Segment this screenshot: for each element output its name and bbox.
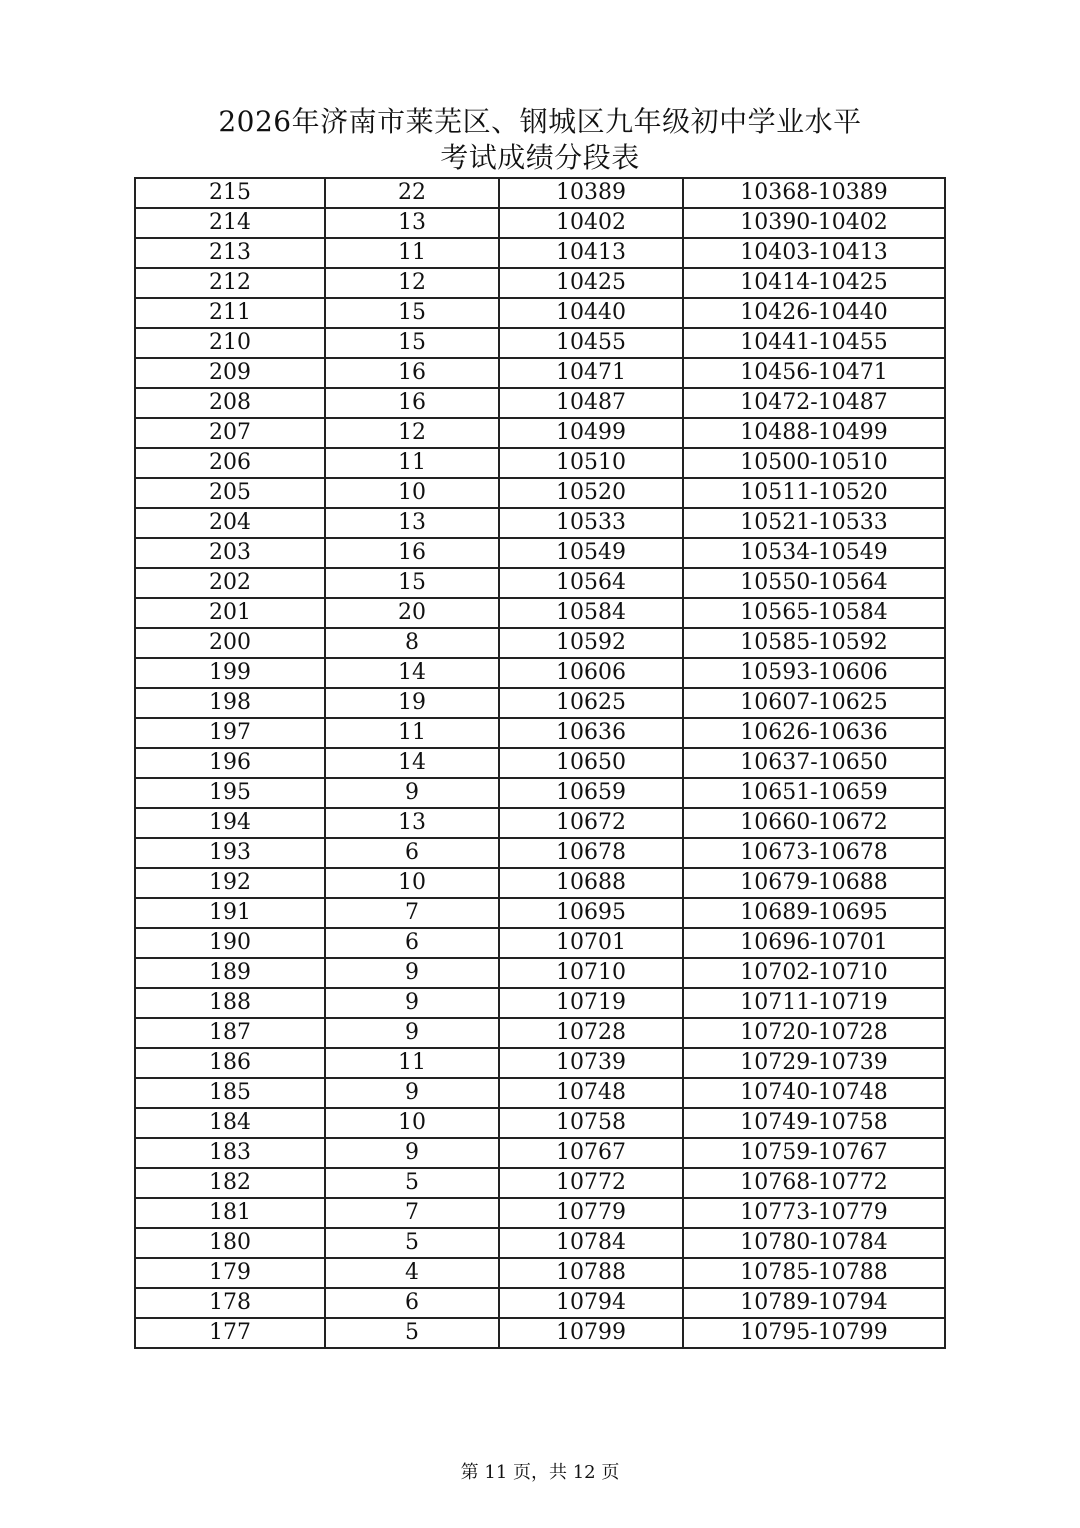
count-cell: 9 xyxy=(325,1138,499,1168)
score-cell: 208 xyxy=(135,388,325,418)
cumulative-cell: 10425 xyxy=(499,268,683,298)
count-cell: 15 xyxy=(325,328,499,358)
count-cell: 20 xyxy=(325,598,499,628)
score-cell: 202 xyxy=(135,568,325,598)
score-cell: 194 xyxy=(135,808,325,838)
cumulative-cell: 10710 xyxy=(499,958,683,988)
count-cell: 5 xyxy=(325,1168,499,1198)
rank-range-cell: 10689-10695 xyxy=(683,898,945,928)
rank-range-cell: 10759-10767 xyxy=(683,1138,945,1168)
table-row xyxy=(135,418,945,448)
score-cell: 191 xyxy=(135,898,325,928)
cumulative-cell: 10402 xyxy=(499,208,683,238)
score-cell: 214 xyxy=(135,208,325,238)
table-row xyxy=(135,268,945,298)
count-cell: 13 xyxy=(325,508,499,538)
count-cell: 10 xyxy=(325,868,499,898)
score-cell: 193 xyxy=(135,838,325,868)
score-cell: 184 xyxy=(135,1108,325,1138)
score-cell: 210 xyxy=(135,328,325,358)
cumulative-cell: 10499 xyxy=(499,418,683,448)
score-cell: 178 xyxy=(135,1288,325,1318)
score-cell: 209 xyxy=(135,358,325,388)
cumulative-cell: 10549 xyxy=(499,538,683,568)
table-row xyxy=(135,838,945,868)
score-cell: 185 xyxy=(135,1078,325,1108)
cumulative-cell: 10625 xyxy=(499,688,683,718)
title-line-1: 2026年济南市莱芜区、钢城区九年级初中学业水平 xyxy=(218,105,862,138)
table-row xyxy=(135,358,945,388)
cumulative-cell: 10533 xyxy=(499,508,683,538)
count-cell: 12 xyxy=(325,268,499,298)
score-cell: 190 xyxy=(135,928,325,958)
cumulative-cell: 10487 xyxy=(499,388,683,418)
count-cell: 9 xyxy=(325,1018,499,1048)
table-row xyxy=(135,598,945,628)
count-cell: 10 xyxy=(325,478,499,508)
cumulative-cell: 10636 xyxy=(499,718,683,748)
count-cell: 22 xyxy=(325,178,499,208)
rank-range-cell: 10696-10701 xyxy=(683,928,945,958)
count-cell: 11 xyxy=(325,238,499,268)
cumulative-cell: 10688 xyxy=(499,868,683,898)
score-cell: 198 xyxy=(135,688,325,718)
rank-range-cell: 10368-10389 xyxy=(683,178,945,208)
table-row xyxy=(135,778,945,808)
count-cell: 14 xyxy=(325,748,499,778)
count-cell: 11 xyxy=(325,448,499,478)
rank-range-cell: 10780-10784 xyxy=(683,1228,945,1258)
cumulative-cell: 10455 xyxy=(499,328,683,358)
score-cell: 179 xyxy=(135,1258,325,1288)
score-cell: 182 xyxy=(135,1168,325,1198)
count-cell: 4 xyxy=(325,1258,499,1288)
count-cell: 16 xyxy=(325,388,499,418)
cumulative-cell: 10701 xyxy=(499,928,683,958)
count-cell: 6 xyxy=(325,1288,499,1318)
table-row xyxy=(135,868,945,898)
cumulative-cell: 10739 xyxy=(499,1048,683,1078)
cumulative-cell: 10799 xyxy=(499,1318,683,1348)
table-row xyxy=(135,388,945,418)
score-cell: 200 xyxy=(135,628,325,658)
rank-range-cell: 10472-10487 xyxy=(683,388,945,418)
score-cell: 205 xyxy=(135,478,325,508)
score-cell: 207 xyxy=(135,418,325,448)
rank-range-cell: 10637-10650 xyxy=(683,748,945,778)
score-cell: 180 xyxy=(135,1228,325,1258)
cumulative-cell: 10794 xyxy=(499,1288,683,1318)
table-row xyxy=(135,808,945,838)
table-row xyxy=(135,328,945,358)
score-cell: 195 xyxy=(135,778,325,808)
table-row xyxy=(135,1198,945,1228)
document-title xyxy=(0,104,1080,176)
rank-range-cell: 10607-10625 xyxy=(683,688,945,718)
count-cell: 6 xyxy=(325,928,499,958)
page-number: 第 11 页，共 12 页 xyxy=(460,1462,620,1483)
count-cell: 16 xyxy=(325,358,499,388)
rank-range-cell: 10500-10510 xyxy=(683,448,945,478)
table-row xyxy=(135,1108,945,1138)
count-cell: 5 xyxy=(325,1228,499,1258)
count-cell: 6 xyxy=(325,838,499,868)
count-cell: 19 xyxy=(325,688,499,718)
cumulative-cell: 10767 xyxy=(499,1138,683,1168)
rank-range-cell: 10550-10564 xyxy=(683,568,945,598)
table-row xyxy=(135,1138,945,1168)
table-row xyxy=(135,178,945,208)
count-cell: 10 xyxy=(325,1108,499,1138)
cumulative-cell: 10520 xyxy=(499,478,683,508)
rank-range-cell: 10660-10672 xyxy=(683,808,945,838)
rank-range-cell: 10534-10549 xyxy=(683,538,945,568)
rank-range-cell: 10488-10499 xyxy=(683,418,945,448)
table-row xyxy=(135,688,945,718)
table-row xyxy=(135,1228,945,1258)
score-cell: 204 xyxy=(135,508,325,538)
table-row xyxy=(135,538,945,568)
table-row xyxy=(135,628,945,658)
table-row xyxy=(135,1048,945,1078)
rank-range-cell: 10711-10719 xyxy=(683,988,945,1018)
rank-range-cell: 10565-10584 xyxy=(683,598,945,628)
score-distribution-table xyxy=(134,177,946,1349)
table-row xyxy=(135,1318,945,1348)
score-cell: 186 xyxy=(135,1048,325,1078)
score-cell: 177 xyxy=(135,1318,325,1348)
rank-range-cell: 10679-10688 xyxy=(683,868,945,898)
score-cell: 201 xyxy=(135,598,325,628)
count-cell: 9 xyxy=(325,958,499,988)
cumulative-cell: 10440 xyxy=(499,298,683,328)
cumulative-cell: 10672 xyxy=(499,808,683,838)
table-row xyxy=(135,988,945,1018)
cumulative-cell: 10758 xyxy=(499,1108,683,1138)
cumulative-cell: 10784 xyxy=(499,1228,683,1258)
cumulative-cell: 10389 xyxy=(499,178,683,208)
score-cell: 183 xyxy=(135,1138,325,1168)
rank-range-cell: 10785-10788 xyxy=(683,1258,945,1288)
score-cell: 213 xyxy=(135,238,325,268)
count-cell: 8 xyxy=(325,628,499,658)
rank-range-cell: 10585-10592 xyxy=(683,628,945,658)
cumulative-cell: 10413 xyxy=(499,238,683,268)
rank-range-cell: 10593-10606 xyxy=(683,658,945,688)
count-cell: 5 xyxy=(325,1318,499,1348)
rank-range-cell: 10673-10678 xyxy=(683,838,945,868)
cumulative-cell: 10719 xyxy=(499,988,683,1018)
title-line-2: 考试成绩分段表 xyxy=(440,141,640,174)
rank-range-cell: 10795-10799 xyxy=(683,1318,945,1348)
score-cell: 188 xyxy=(135,988,325,1018)
score-cell: 197 xyxy=(135,718,325,748)
cumulative-cell: 10564 xyxy=(499,568,683,598)
rank-range-cell: 10511-10520 xyxy=(683,478,945,508)
cumulative-cell: 10779 xyxy=(499,1198,683,1228)
rank-range-cell: 10426-10440 xyxy=(683,298,945,328)
score-cell: 199 xyxy=(135,658,325,688)
table-row xyxy=(135,958,945,988)
cumulative-cell: 10772 xyxy=(499,1168,683,1198)
table-row xyxy=(135,1168,945,1198)
score-cell: 215 xyxy=(135,178,325,208)
cumulative-cell: 10678 xyxy=(499,838,683,868)
table-row xyxy=(135,238,945,268)
rank-range-cell: 10720-10728 xyxy=(683,1018,945,1048)
count-cell: 12 xyxy=(325,418,499,448)
count-cell: 15 xyxy=(325,568,499,598)
table-row xyxy=(135,208,945,238)
cumulative-cell: 10650 xyxy=(499,748,683,778)
count-cell: 9 xyxy=(325,778,499,808)
rank-range-cell: 10403-10413 xyxy=(683,238,945,268)
cumulative-cell: 10728 xyxy=(499,1018,683,1048)
cumulative-cell: 10788 xyxy=(499,1258,683,1288)
rank-range-cell: 10441-10455 xyxy=(683,328,945,358)
count-cell: 13 xyxy=(325,808,499,838)
cumulative-cell: 10606 xyxy=(499,658,683,688)
cumulative-cell: 10510 xyxy=(499,448,683,478)
cumulative-cell: 10592 xyxy=(499,628,683,658)
count-cell: 7 xyxy=(325,898,499,928)
score-cell: 196 xyxy=(135,748,325,778)
table-row xyxy=(135,928,945,958)
count-cell: 11 xyxy=(325,1048,499,1078)
cumulative-cell: 10471 xyxy=(499,358,683,388)
score-cell: 203 xyxy=(135,538,325,568)
count-cell: 14 xyxy=(325,658,499,688)
cumulative-cell: 10584 xyxy=(499,598,683,628)
count-cell: 16 xyxy=(325,538,499,568)
rank-range-cell: 10768-10772 xyxy=(683,1168,945,1198)
count-cell: 11 xyxy=(325,718,499,748)
score-cell: 211 xyxy=(135,298,325,328)
rank-range-cell: 10390-10402 xyxy=(683,208,945,238)
score-cell: 192 xyxy=(135,868,325,898)
table-row xyxy=(135,448,945,478)
score-cell: 189 xyxy=(135,958,325,988)
score-cell: 187 xyxy=(135,1018,325,1048)
cumulative-cell: 10748 xyxy=(499,1078,683,1108)
rank-range-cell: 10521-10533 xyxy=(683,508,945,538)
rank-range-cell: 10789-10794 xyxy=(683,1288,945,1318)
count-cell: 9 xyxy=(325,988,499,1018)
score-cell: 181 xyxy=(135,1198,325,1228)
rank-range-cell: 10729-10739 xyxy=(683,1048,945,1078)
rank-range-cell: 10749-10758 xyxy=(683,1108,945,1138)
table-row xyxy=(135,658,945,688)
score-cell: 206 xyxy=(135,448,325,478)
table-row xyxy=(135,298,945,328)
table-row xyxy=(135,478,945,508)
rank-range-cell: 10626-10636 xyxy=(683,718,945,748)
rank-range-cell: 10740-10748 xyxy=(683,1078,945,1108)
table-row xyxy=(135,508,945,538)
table-row xyxy=(135,898,945,928)
rank-range-cell: 10414-10425 xyxy=(683,268,945,298)
table-row xyxy=(135,1258,945,1288)
table-row xyxy=(135,568,945,598)
table-row xyxy=(135,748,945,778)
table-row xyxy=(135,1288,945,1318)
count-cell: 9 xyxy=(325,1078,499,1108)
table-row xyxy=(135,718,945,748)
count-cell: 15 xyxy=(325,298,499,328)
table-body xyxy=(135,178,945,1348)
count-cell: 7 xyxy=(325,1198,499,1228)
cumulative-cell: 10659 xyxy=(499,778,683,808)
count-cell: 13 xyxy=(325,208,499,238)
rank-range-cell: 10773-10779 xyxy=(683,1198,945,1228)
rank-range-cell: 10702-10710 xyxy=(683,958,945,988)
cumulative-cell: 10695 xyxy=(499,898,683,928)
rank-range-cell: 10456-10471 xyxy=(683,358,945,388)
rank-range-cell: 10651-10659 xyxy=(683,778,945,808)
score-cell: 212 xyxy=(135,268,325,298)
table-row xyxy=(135,1078,945,1108)
table-row xyxy=(135,1018,945,1048)
